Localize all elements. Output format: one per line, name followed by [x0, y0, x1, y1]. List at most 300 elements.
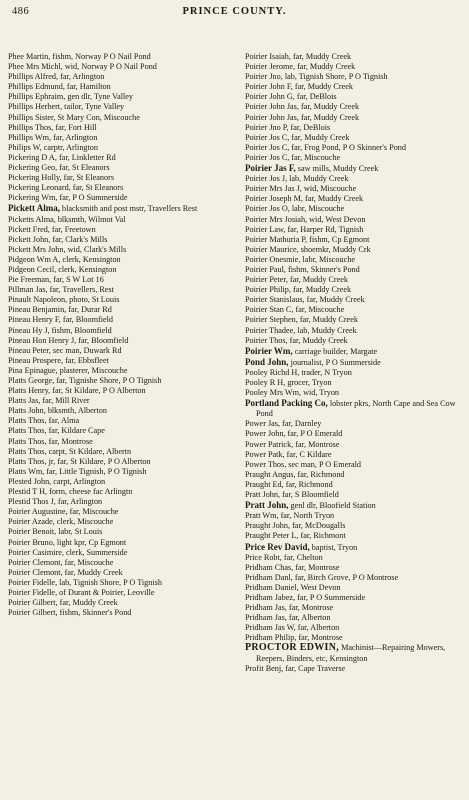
left-column — [8, 52, 226, 618]
entry-details: far, Miscouche — [289, 152, 341, 162]
directory-entry — [245, 62, 463, 72]
entry-details: far, Muddy Creek — [297, 315, 358, 325]
directory-entry — [8, 235, 226, 245]
directory-entry — [8, 336, 226, 346]
directory-entry — [8, 366, 226, 376]
entry-name: Pineau Peter, — [8, 345, 51, 355]
entry-name: Portland Packing Co, — [245, 398, 328, 409]
directory-entry — [245, 429, 463, 439]
entry-name: Poirier Maurice, — [245, 244, 299, 254]
entry-details: far, Chelton — [281, 552, 323, 562]
entry-name: Poirier John Jas, — [245, 112, 299, 122]
directory-entry — [8, 426, 226, 436]
entry-name: Poirier Jno P, — [245, 122, 289, 132]
directory-entry — [8, 183, 226, 193]
entry-name: Phillips Wm, — [8, 132, 52, 142]
directory-entry — [245, 470, 463, 480]
directory-entry — [245, 113, 463, 123]
directory-entry — [8, 608, 226, 618]
entry-details: plasterer, Miscouche — [57, 365, 128, 375]
entry-name: Poirier Law, — [245, 224, 286, 234]
directory-entry — [8, 326, 226, 336]
directory-entry — [245, 82, 463, 92]
entry-details: far, St Eleanors — [57, 163, 110, 173]
entry-details: far, Durar Rd — [66, 305, 112, 315]
entry-name: Price Rev David, — [245, 541, 310, 552]
entry-name: Poirier Benoit, — [8, 527, 57, 537]
entry-details: far, Frog Pond, P O Skinner's Pond — [289, 142, 406, 152]
running-head: PRINCE COUNTY. — [182, 6, 287, 17]
entry-details: far, St Kildare, P O Alberton — [50, 386, 146, 396]
entry-name: Picketts Alma, — [8, 214, 56, 224]
directory-entry — [8, 477, 226, 487]
entry-details: far, DeBlois — [288, 122, 331, 132]
entry-details: far, Bloomfield — [60, 315, 113, 325]
directory-entry — [8, 558, 226, 568]
directory-entry — [245, 265, 463, 275]
entry-details: far, Richmond — [283, 479, 333, 489]
entry-name: Phee Martin, — [8, 52, 51, 61]
entry-name: Poirier Clemont, — [8, 557, 63, 567]
entry-name: Platts Thos, — [8, 446, 47, 456]
entry-name: PROCTOR EDWIN, — [245, 642, 340, 654]
directory-entry — [245, 102, 463, 112]
entry-details: wid, West Devon — [307, 214, 366, 224]
right-column — [245, 52, 463, 674]
directory-entry — [8, 173, 226, 183]
directory-entry — [245, 204, 463, 214]
directory-entry — [8, 275, 226, 285]
entry-name: Poirier Clemont, — [8, 567, 63, 577]
directory-entry — [8, 315, 226, 325]
entry-name: Pridham Jas W, — [245, 623, 296, 633]
entry-details: far, Freetown — [49, 224, 96, 234]
entry-name: Pridham Philip, — [245, 633, 297, 643]
entry-name: Plested John, — [8, 476, 52, 486]
entry-name: Poirier Stan C, — [245, 305, 294, 315]
directory-entry — [245, 357, 463, 368]
entry-name: Poirier John G, — [245, 92, 295, 102]
entry-details: far, Hamilton — [64, 82, 111, 92]
directory-entry — [245, 480, 463, 490]
entry-details: clerk, Kensington — [56, 264, 117, 274]
directory-entry — [8, 52, 226, 62]
entry-name: Pickering Wm, — [8, 193, 58, 203]
entry-name: Poirier Jno, — [245, 72, 283, 82]
entry-details: of Durant & Poirier, Leoville — [57, 587, 155, 597]
entry-name: Pickering Geo, — [8, 163, 58, 173]
entry-details: far, Muddy Creek — [289, 132, 350, 142]
directory-entry — [245, 235, 463, 245]
directory-entry — [245, 368, 463, 378]
directory-entry — [245, 295, 463, 305]
entry-name: Pridham Danl, — [245, 572, 293, 582]
entry-details: journalist, P O Summerside — [288, 357, 381, 367]
directory-entry — [245, 440, 463, 450]
directory-entry — [245, 378, 463, 388]
directory-entry — [245, 398, 463, 419]
directory-entry — [245, 184, 463, 194]
entry-name: Pratt John, — [245, 500, 289, 511]
directory-entry — [8, 437, 226, 447]
entry-details: far, Linkletter Rd — [56, 152, 116, 162]
entry-details: far, Muddy Creek — [304, 295, 365, 305]
entry-name: Pooley Richd H, — [245, 367, 300, 377]
directory-entry — [8, 193, 226, 203]
directory-entry — [245, 163, 463, 174]
entry-details: jr, far, St Kildare, P O Alberton — [46, 456, 151, 466]
entry-name: Pineau Benjamin, — [8, 305, 67, 315]
entry-details: far, Darnley — [280, 419, 322, 429]
directory-entry — [245, 153, 463, 163]
entry-name: Poirier Jerome, — [245, 62, 296, 72]
entry-name: Platts Jas, — [8, 396, 41, 406]
entry-details: far, Richmond — [295, 469, 345, 479]
directory-entry — [8, 538, 226, 548]
entry-name: Pond John, — [245, 356, 289, 367]
entry-name: Phillips Sister, — [8, 112, 56, 122]
entry-details: far, S W Lot 16 — [51, 275, 104, 285]
entry-details: far, Richmont — [298, 531, 346, 541]
directory-entry — [8, 356, 226, 366]
entry-name: Poirier Mrs Josiah, — [245, 214, 308, 224]
directory-entry — [245, 542, 463, 553]
entry-details: far, Montrose — [286, 603, 334, 613]
entry-details: far, Muddy Creek — [287, 335, 348, 345]
directory-entry — [245, 623, 463, 633]
entry-name: Poirier Thos, — [245, 335, 288, 345]
entry-name: Poirier Onesmie, — [245, 254, 301, 264]
entry-details: genl dlr, Bloofield Station — [288, 501, 376, 511]
directory-entry — [8, 203, 226, 214]
entry-details: clerk, Summerside — [63, 547, 128, 557]
entry-name: Pickering Leonard, — [8, 183, 71, 193]
entry-details: lab, Tignish Shore, P O Tignish — [57, 577, 162, 587]
entry-details: tailor, Tyne Valley — [62, 102, 125, 112]
entry-details: Machinist—Repairing Mowers, Reepers, Binders, etc, Kensington — [256, 643, 446, 663]
entry-name: Poirier Casimire, — [8, 547, 64, 557]
entry-details: far, P O Summerside — [57, 193, 128, 203]
entry-name: Plestid Thos J, — [8, 497, 56, 507]
entry-details: far, Mill River — [40, 396, 90, 406]
directory-entry — [245, 531, 463, 541]
entry-name: Phillips Herbert, — [8, 102, 63, 112]
entry-name: Pickering Holly, — [8, 173, 62, 183]
directory-entry — [8, 527, 226, 537]
entry-name: Power Thos, — [245, 459, 287, 469]
entry-name: Poirier Mathuria P, — [245, 234, 308, 244]
page-number: 486 — [12, 6, 30, 17]
entry-details: grocer, Tryon — [285, 378, 332, 387]
directory-entry — [245, 174, 463, 184]
directory-entry — [245, 450, 463, 460]
entry-name: Poirier Paul, — [245, 264, 286, 274]
directory-entry — [245, 92, 463, 102]
entry-name: Poirier Jos C, — [245, 142, 290, 152]
entry-name: Poirier Jos O, — [245, 204, 290, 214]
directory-entry — [245, 52, 463, 62]
entry-name: Poirier Stephen, — [245, 315, 298, 325]
entry-details: clerk, Miscouche — [54, 517, 114, 527]
entry-name: Pineau Henry F, — [8, 315, 61, 325]
entry-details: far, Muddy Creek — [287, 275, 349, 285]
entry-details: far, North Tryon — [278, 511, 335, 521]
entry-details: lab, Tignish Shore, P O Tignish — [282, 72, 388, 82]
directory-entry — [8, 102, 226, 112]
entry-details: shoemkr, Muddy Crk — [298, 244, 371, 254]
directory-entry — [245, 500, 463, 511]
directory-entry — [8, 82, 226, 92]
entry-name: Platts Henry, — [8, 386, 51, 396]
entry-name: Pie Freeman, — [8, 275, 52, 285]
entry-name: Power John, — [245, 429, 286, 439]
entry-details: clerk, Kensington — [60, 254, 121, 264]
directory-entry — [8, 598, 226, 608]
entry-name: Pineau Hy J, — [8, 325, 50, 335]
entry-details: far, Cape Traverse — [283, 663, 346, 673]
entry-name: Phillips Ephraim, — [8, 92, 66, 102]
entry-name: Praught Peter L, — [245, 531, 299, 541]
entry-name: Power Patrick, — [245, 439, 294, 449]
entry-name: Phillips Alfred, — [8, 72, 59, 82]
entry-details: fishm, Norway P O Nail Pond — [50, 52, 151, 61]
entry-details: fishm, Skinner's Pond — [57, 608, 132, 618]
entry-name: Platts Thos, — [8, 456, 47, 466]
entry-details: far, Ebbsfleet — [63, 355, 109, 365]
entry-name: Platts Thos, — [8, 426, 47, 436]
entry-details: far, Muddy Creek — [57, 598, 118, 608]
entry-name: Phee Mrs Michl, — [8, 62, 63, 72]
directory-entry — [8, 153, 226, 163]
entry-name: Poirier Fidelle, — [8, 587, 58, 597]
entry-details: lobster pkrs, North Cape and Sea Cow Pond — [256, 399, 456, 419]
directory-entry — [8, 62, 226, 72]
directory-entry — [8, 255, 226, 265]
directory-entry — [8, 215, 226, 225]
directory-entry — [245, 255, 463, 265]
directory-entry — [245, 315, 463, 325]
entry-details: gen dlr, Tyne Valley — [65, 92, 134, 102]
entry-name: Profit Benj, — [245, 663, 284, 673]
entry-name: Platts John, — [8, 406, 46, 416]
directory-entry — [245, 346, 463, 357]
entry-details: far, McDougalls — [290, 521, 346, 531]
entry-details: far, Muddy Creek — [290, 52, 352, 61]
directory-entry — [245, 225, 463, 235]
entry-details: blksmth, Alberton — [45, 406, 107, 416]
directory-entry — [8, 295, 226, 305]
entry-details: far, Muddy Creek — [303, 194, 364, 204]
entry-name: Poirier John F, — [245, 82, 293, 92]
directory-entry — [8, 143, 226, 153]
entry-details: far, P O Emerald — [285, 429, 343, 439]
entry-details: far, Bloomfield — [76, 335, 129, 345]
directory-entry — [245, 603, 463, 613]
directory-entry — [245, 643, 463, 663]
entry-details: far, Birch Grove, P O Montrose — [292, 572, 399, 582]
entry-details: far, Arlington — [58, 72, 105, 82]
entry-details: blacksmith and post mstr, Travellers Rest — [60, 204, 198, 214]
entry-details: labr, St Louis — [56, 527, 103, 537]
directory-entry — [245, 664, 463, 674]
directory-entry — [8, 123, 226, 133]
entry-details: carptr, Arlington — [41, 142, 98, 152]
entry-details: fishm, Cp Egmont — [307, 234, 370, 244]
entry-details: far, DeBlois — [294, 92, 337, 102]
entry-name: Pidgeon Wm A, — [8, 254, 61, 264]
entry-name: Pickett John, — [8, 234, 51, 244]
directory-entry — [245, 388, 463, 398]
entry-details: fishm, Skinner's Pond — [285, 264, 360, 274]
entry-details: saw mills, Muddy Creek — [295, 164, 379, 174]
entry-details: photo, St Louis — [67, 295, 120, 305]
entry-name: Poirier Gilbert, — [8, 608, 58, 618]
directory-entry — [8, 497, 226, 507]
entry-details: lab, Muddy Creek — [295, 325, 357, 335]
entry-details: far, Arlington — [51, 132, 98, 142]
entry-details: far, Little Tignish, P O Tignish — [44, 466, 147, 476]
entry-name: Poirier Azade, — [8, 517, 55, 527]
entry-details: far, Travellers, Rest — [47, 285, 114, 295]
entry-name: Pickett Mrs John, — [8, 244, 66, 254]
entry-details: far, Muddy Creek — [292, 82, 353, 92]
directory-entry — [8, 416, 226, 426]
entry-details: far, Alma — [46, 416, 80, 426]
entry-name: Pineau Prospere, — [8, 355, 64, 365]
directory-entry — [8, 578, 226, 588]
directory-entry — [245, 613, 463, 623]
directory-entry — [8, 285, 226, 295]
entry-name: Platts Thos, — [8, 436, 47, 446]
directory-entry — [8, 406, 226, 416]
entry-details: far, Miscouche — [67, 507, 119, 517]
directory-entry — [245, 133, 463, 143]
entry-name: Poirier Gilbert, — [8, 598, 58, 608]
directory-entry — [245, 553, 463, 563]
entry-name: Poirier Philip, — [245, 285, 291, 295]
directory-entry — [8, 305, 226, 315]
entry-details: far, Tignishe Shore, P O Tignish — [54, 376, 162, 385]
entry-name: Poirier John Jas, — [245, 102, 299, 112]
entry-details: far, Alberton — [286, 613, 331, 623]
directory-entry — [8, 386, 226, 396]
entry-details: far, Muddy Creek — [62, 567, 123, 577]
entry-name: Poirier Jos J, — [245, 174, 288, 184]
entry-name: Poirier Bruno, — [8, 537, 55, 547]
entry-details: light kpr, Cp Egmont — [54, 537, 127, 547]
entry-name: Pratt John, — [245, 490, 281, 500]
entry-details: baptist, Tryon — [309, 542, 358, 552]
entry-name: Poirier Jos C, — [245, 132, 290, 142]
entry-details: form, cheese fac Arlingtn — [47, 487, 133, 497]
directory-entry — [8, 72, 226, 82]
directory-entry — [8, 396, 226, 406]
entry-name: Poirier Isaiah, — [245, 52, 291, 61]
entry-name: Philips W, — [8, 142, 42, 152]
entry-details: far, Montrose — [293, 562, 340, 572]
entry-details: far, Muddy Creek — [295, 62, 356, 72]
directory-entry — [8, 133, 226, 143]
entry-details: carriage builder, Margate — [292, 346, 378, 356]
directory-entry — [8, 376, 226, 386]
entry-name: Pina Epinague, — [8, 365, 58, 375]
directory-entry — [245, 583, 463, 593]
entry-name: Price Robt, — [245, 552, 282, 562]
entry-details: far, S Bloomfield — [280, 490, 339, 500]
directory-entry — [8, 517, 226, 527]
entry-details: far, Harper Rd, Tignish — [285, 224, 364, 234]
entry-name: Pridham Chas, — [245, 562, 294, 572]
entry-name: Pridham Jas, — [245, 603, 287, 613]
directory-entry — [8, 568, 226, 578]
entry-name: Poirier Fidelle, — [8, 577, 58, 587]
entry-name: Pridham Jas, — [245, 613, 287, 623]
directory-entry — [8, 548, 226, 558]
directory-entry — [245, 215, 463, 225]
directory-entry — [8, 588, 226, 598]
entry-name: Pridham Jabez, — [245, 592, 296, 602]
entry-details: far, Miscouche — [293, 305, 345, 315]
entry-name: Poirier Jos C, — [245, 152, 290, 162]
entry-name: Pridham Daniel, — [245, 582, 299, 592]
entry-name: Poirier Stanislaus, — [245, 295, 305, 305]
entry-name: Phillips Thos, — [8, 122, 54, 132]
entry-name: Poirier Jas F, — [245, 163, 296, 174]
entry-name: Pickett Alma, — [8, 203, 60, 214]
entry-details: far, Muddy Creek — [298, 112, 360, 122]
entry-name: Praught Ed, — [245, 479, 284, 489]
entry-details: labr, Miscouche — [289, 204, 345, 214]
entry-details: far, Kildare Cape — [46, 426, 105, 436]
entry-details: far, Montrose — [293, 439, 340, 449]
directory-entry — [245, 419, 463, 429]
entry-details: labr, Miscouche — [300, 254, 355, 264]
entry-name: Power Patk, — [245, 449, 285, 459]
entry-details: blksmth, Wilmot Val — [55, 214, 126, 224]
entry-details: far, Arlington — [55, 497, 103, 507]
directory-entry — [8, 245, 226, 255]
entry-details: far, St Eleanors — [61, 173, 115, 183]
entry-details: West Devon — [298, 582, 341, 592]
directory-entry — [245, 521, 463, 531]
entry-name: Pinault Napoleon, — [8, 295, 68, 305]
directory-entry — [245, 563, 463, 573]
entry-details: carpt, Arlington — [51, 476, 106, 486]
entry-name: Praught Angus, — [245, 469, 296, 479]
entry-name: Pillman Jas, — [8, 285, 48, 295]
entry-name: Platts George, — [8, 376, 55, 385]
entry-details: lab, Muddy Creek — [287, 174, 349, 184]
entry-details: trader, N Tryon — [299, 367, 352, 377]
directory-entry — [245, 593, 463, 603]
entry-name: Pidgeon Cecil, — [8, 264, 57, 274]
entry-name: Platts Thos, — [8, 416, 47, 426]
entry-name: Poirier Mrs Jas J, — [245, 184, 302, 194]
entry-details: far, St Eleanors — [70, 183, 124, 193]
directory-entry — [245, 285, 463, 295]
entry-name: Poirier Joseph M, — [245, 194, 303, 204]
entry-details: wid, Tryon — [301, 388, 340, 398]
directory-entry — [245, 245, 463, 255]
entry-name: Phillips Edmund, — [8, 82, 65, 92]
entry-name: Poirier Wm, — [245, 345, 293, 356]
directory-entry — [245, 143, 463, 153]
directory-entry — [8, 507, 226, 517]
entry-details: far, C Kildare — [284, 449, 332, 459]
directory-entry — [245, 573, 463, 583]
directory-entry — [245, 72, 463, 82]
directory-entry — [245, 275, 463, 285]
